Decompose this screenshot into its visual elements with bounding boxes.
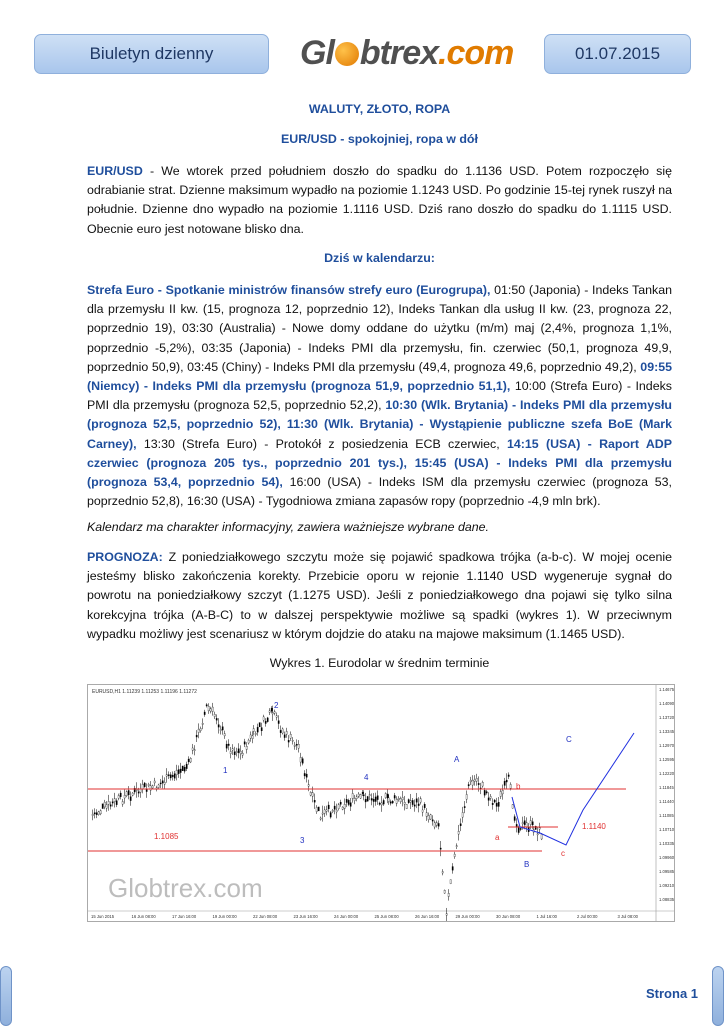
candle-body [320, 818, 321, 819]
candle-body [488, 798, 489, 801]
candle-body [365, 799, 366, 802]
level-label-1140: 1.1140 [582, 822, 606, 831]
wave-label-2: 2 [274, 701, 279, 710]
candle-body [494, 800, 495, 802]
time-tick-label: 15 Jun 2015 [91, 914, 115, 919]
candle-body [265, 721, 266, 723]
candle-body [367, 796, 368, 801]
candle-body [94, 813, 95, 814]
time-tick-label: 24 Jun 00:00 [334, 914, 359, 919]
candle-body [280, 730, 281, 732]
right-page-tab [712, 966, 724, 1026]
candle-body [371, 798, 372, 800]
candle-body [340, 802, 341, 804]
wave-label-4: 4 [364, 773, 369, 782]
candle-body [248, 740, 249, 743]
candle-body [124, 795, 125, 798]
candle-body [288, 740, 289, 742]
candle-body [436, 823, 437, 826]
candle-body [530, 821, 531, 825]
candle-body [348, 800, 349, 804]
candle-body [230, 751, 231, 753]
candle-body [190, 758, 191, 762]
candle-body [438, 823, 439, 826]
candle-body [394, 795, 395, 798]
candle-body [294, 745, 295, 746]
candle-body [466, 794, 467, 799]
candle-body [318, 807, 319, 811]
calendar-title: Dziś w kalendarzu: [324, 251, 435, 265]
candle-body [328, 805, 329, 809]
candle-body [316, 807, 317, 811]
candle-body [379, 803, 380, 804]
time-tick-label: 25 Jun 08:00 [374, 914, 399, 919]
page-number: Strona 1 [646, 986, 699, 1001]
candle-body [290, 734, 291, 738]
section-title: WALUTY, ZŁOTO, ROPA [308, 102, 451, 116]
candle-body [450, 880, 451, 884]
price-tick-label: 1.10710 [659, 827, 674, 832]
candle-body [220, 729, 221, 730]
candle-body [110, 805, 111, 807]
candle-body [406, 804, 407, 808]
candle-body [418, 804, 419, 806]
candle-body [464, 806, 465, 807]
candle-body [448, 893, 449, 896]
candle-body [400, 798, 401, 801]
candle-body [208, 706, 209, 711]
candle-body [146, 790, 147, 792]
candle-body [460, 824, 461, 826]
candle-body [354, 798, 355, 801]
candle-body [224, 734, 225, 736]
time-tick-label: 26 Jun 16:00 [415, 914, 440, 919]
price-tick-label: 1.12970 [659, 743, 674, 748]
candle-body [174, 774, 175, 779]
candle-body [490, 796, 491, 798]
candle-body [484, 790, 485, 795]
candle-body [160, 783, 161, 784]
price-tick-label: 1.11845 [659, 785, 674, 790]
candle-body [194, 750, 195, 751]
candle-body [100, 811, 101, 814]
candle-body [216, 718, 217, 720]
candle-body [186, 764, 187, 769]
candle-body [144, 783, 145, 787]
chart-watermark: Globtrex.com [108, 873, 263, 903]
wave-label-B: B [524, 860, 530, 869]
candle-body [420, 799, 421, 802]
eurusd-paragraph: EUR/USD - We wtorek przed południem doszło do spadku do 1.1136 USD. Potem rozpoczęło się odrabianie strat. Dzienne maksimum wypadło na poziomie 1.1243 USD. Po godzinie 15-tej rynek ruszył na południe. Dzienne dno wypadło na poziomie 1.1116 USD. Dziś rano doszło do spadku do 1.1115 USD. Obecnie euro jest notowane blisko dna. [87, 164, 672, 236]
candle-body [168, 775, 169, 776]
candle-body [398, 798, 399, 799]
candle-body [472, 780, 473, 785]
candle-body [240, 751, 241, 754]
candle-body [524, 821, 525, 825]
candle-body [148, 784, 149, 785]
candle-body [196, 735, 197, 737]
candle-body [300, 757, 301, 762]
candle-body [274, 712, 275, 714]
candle-body [312, 793, 313, 796]
candle-body [537, 834, 538, 835]
candle-body [422, 810, 423, 812]
candle-body [330, 813, 331, 818]
candle-body [253, 729, 254, 732]
candle-body [402, 797, 403, 799]
candle-body [130, 797, 131, 801]
candle-body [504, 781, 505, 785]
calendar-paragraph: Strefa Euro - Spotkanie ministrów finansów strefy euro (Eurogrupa), 01:50 (Japonia) - Indeks Tankan dla przemysłu II kw. (15, prognoza 12, poprzednio 12), Indeks Tankan dla usług II kw. (23, prognoza 22, poprzednio 19), 03:30 (Australia) - Nowe domy oddane do użytku (m/m) maj (2,4%, prognoza 1,1%, poprzednio -5,2%), 03:35 (Japonia) - Indeks PMI dla przemysłu, fin. czerwiec (50,1, prognoza 49,9, poprzednio 50,9), 03:45 (Chiny) - Indeks PMI dla przemysłu (49,4, prognoza 49,6, poprzednio 49,2), 09:55 (Niemcy) - Indeks PMI dla przemysłu (prognoza 51,9, poprzednio 51,1), 10:00 (Strefa Euro) - Indeks PMI dla przemysłu (prognoza 52,5, poprzednio 52,2), 10:30 (Wlk. Brytania) - Indeks PMI dla przemysłu (prognoza 52,5, poprzednio 52), 11:30 (Wlk. Brytania) - Wystąpienie publiczne szefa BoE (Mark Carney), 13:30 (Strefa Euro) - Protokół z posiedzenia ECB czerwiec, 14:15 (USA) - Raport ADP czerwiec (prognoza 205 tys., poprzednio 201 tys.), 15:45 (USA) - Indeks PMI dla przemysłu (prognoza 53,4, poprzednio 54), 16:00 (USA) - Indeks ISM dla przemysłu czerwiec (prognoza 53, poprzednio 52,8), 16:30 (USA) - Tygodniowa zmiana zapasów ropy (poprzednio -4,9 mln brk). [87, 283, 672, 509]
eurusd-label: EUR/USD [87, 164, 143, 178]
candle-body [102, 804, 103, 809]
candle-body [396, 799, 397, 803]
candle-body [296, 744, 297, 745]
candle-body [282, 729, 283, 733]
candle-body [306, 774, 307, 777]
forecast-paragraph: PROGNOZA: Z poniedziałkowego szczytu może się pojawić spadkowa trójka (a-b-c). W mojej ocenie jesteśmy blisko zakończenia korekty. Przebicie oporu w rejonie 1.1140 USD wygeneruje sygnał do powrotu na poniedziałkowy szczyt (1.1275 USD). Jeśli z poniedziałkowego dna pojawi się tylko silna korekcyjna trójka (A-B-C) to w dalszej perspektywie możliwe są spadki (wykres 1). W przeciwnym wypadku możliwy jest scenariusz w którym dojdzie do ataku na majowe maksimum (1.1465 USD). [87, 550, 672, 641]
candle-body [344, 804, 345, 808]
candle-body [176, 770, 177, 775]
candle-body [516, 824, 517, 826]
candle-body [184, 767, 185, 771]
time-tick-label: 17 Jun 16:00 [172, 914, 197, 919]
wave-label-C: C [566, 735, 572, 744]
candle-body [252, 736, 253, 739]
candle-body [442, 871, 443, 872]
candle-body [462, 812, 463, 817]
candle-body [468, 785, 469, 786]
candle-body [218, 725, 219, 728]
chart-caption: Wykres 1. Eurodolar w średnim terminie [269, 656, 490, 670]
candle-body [482, 782, 483, 786]
candle-body [322, 813, 323, 814]
candle-body [118, 796, 119, 799]
candle-body [298, 744, 299, 748]
candle-body [520, 828, 521, 829]
candle-body [334, 806, 335, 809]
candle-body [526, 823, 527, 827]
candle-body [222, 727, 223, 730]
candle-body [362, 792, 363, 793]
candle-body [324, 810, 325, 813]
candle-body [385, 794, 386, 798]
candle-body [166, 775, 167, 776]
wave-label-3: 3 [300, 836, 305, 845]
candle-body [346, 799, 347, 802]
candle-body [338, 805, 339, 809]
candle-body [392, 801, 393, 803]
candle-body [250, 735, 251, 738]
time-tick-label: 23 Jun 16:00 [293, 914, 318, 919]
time-tick-label: 3 Jul 08:00 [617, 914, 638, 919]
candle-body [302, 759, 303, 764]
candle-body [452, 867, 453, 871]
calendar-note: Kalendarz ma charakter informacyjny, zawiera ważniejsze wybrane dane. [87, 520, 489, 534]
candle-body [114, 799, 115, 802]
candle-body [269, 711, 270, 712]
candle-body [381, 803, 382, 805]
candle-body [410, 801, 411, 803]
candle-body [532, 822, 533, 825]
left-page-tab [0, 966, 12, 1026]
bulletin-title: Biuletyn dzienny [89, 44, 214, 63]
candle-body [350, 803, 351, 807]
candle-body [206, 705, 207, 706]
candle-body [276, 716, 277, 717]
time-tick-label: 22 Jun 08:00 [253, 914, 278, 919]
candle-body [314, 800, 315, 802]
candle-body [492, 803, 493, 805]
candle-body [404, 802, 405, 804]
price-tick-label: 1.09585 [659, 869, 674, 874]
candle-body [486, 792, 487, 793]
price-tick-label: 1.14090 [659, 701, 674, 706]
candle-body [200, 728, 201, 730]
candle-body [112, 802, 113, 803]
wave-label-A: A [454, 755, 460, 764]
candle-body [432, 820, 433, 821]
candle-body [286, 731, 287, 734]
price-tick-label: 1.11085 [659, 813, 674, 818]
candle-body [136, 789, 137, 790]
candle-body [541, 834, 542, 839]
time-tick-label: 16 Jun 08:00 [131, 914, 156, 919]
candle-body [500, 792, 501, 797]
candle-body [104, 802, 105, 807]
candle-body [416, 799, 417, 803]
candle-body [162, 781, 163, 783]
candle-body [387, 794, 388, 798]
wave-label-1: 1 [223, 766, 228, 775]
candle-body [92, 814, 93, 815]
time-tick-label: 2 Jul 00:00 [577, 914, 598, 919]
candle-body [332, 810, 333, 812]
candle-body [440, 848, 441, 849]
candle-body [375, 797, 376, 802]
candle-body [132, 793, 133, 795]
candle-body [98, 812, 99, 815]
candle-body [308, 785, 309, 786]
candle-body [514, 817, 515, 821]
bulletin-date: 01.07.2015 [574, 44, 661, 63]
time-tick-label: 30 Jun 08:00 [496, 914, 521, 919]
candle-body [232, 749, 233, 750]
candle-body [510, 784, 511, 788]
candle-body [358, 794, 359, 796]
candle-body [456, 846, 457, 847]
candle-body [444, 890, 445, 893]
candle-body [363, 795, 364, 796]
candle-body [352, 793, 353, 798]
candle-body [106, 805, 107, 809]
candle-body [474, 779, 475, 781]
candle-body [408, 800, 409, 803]
candle-body [470, 780, 471, 782]
price-tick-label: 1.09210 [659, 883, 674, 888]
candle-body [204, 712, 205, 715]
chart-canvas [88, 685, 674, 921]
candle-body [226, 744, 227, 748]
candle-body [212, 707, 213, 711]
candle-body [284, 735, 285, 738]
candle-body [202, 723, 203, 724]
candle-body [128, 790, 129, 794]
candle-body [518, 828, 519, 833]
wave-label-a: a [495, 833, 500, 842]
candle-body [126, 792, 127, 796]
candle-body [373, 799, 374, 801]
candle-body [336, 810, 337, 812]
candle-body [138, 792, 139, 793]
candle-body [154, 781, 155, 783]
candle-body [259, 723, 260, 727]
candle-body [428, 815, 429, 819]
candle-body [228, 744, 229, 746]
candle-body [180, 769, 181, 773]
candle-body [458, 831, 459, 834]
candle-body [326, 810, 327, 811]
time-tick-label: 19 Jun 00:00 [212, 914, 237, 919]
price-tick-label: 1.10335 [659, 841, 674, 846]
candle-body [498, 802, 499, 806]
candle-body [152, 786, 153, 788]
wave-label-b: b [516, 782, 521, 791]
candle-body [122, 802, 123, 805]
candle-body [502, 790, 503, 794]
candle-body [454, 854, 455, 856]
candle-body [120, 793, 121, 797]
candle-body [426, 813, 427, 817]
candle-body [244, 742, 245, 744]
globtrex-logo: Gl btrex.com [300, 34, 514, 72]
price-tick-label: 1.11440 [659, 799, 674, 804]
candle-body [434, 823, 435, 827]
candle-body [255, 733, 256, 734]
candle-body [96, 813, 97, 815]
candle-body [234, 752, 235, 755]
candle-body [210, 709, 211, 712]
candle-body [522, 822, 523, 823]
candle-body [496, 803, 497, 806]
candle-body [257, 727, 258, 732]
candle-body [246, 746, 247, 749]
level-label-1085: 1.1085 [154, 832, 179, 841]
chart-header-text: EURUSD,H1 1.11239 1.11253 1.11196 1.11272 [92, 689, 197, 695]
candle-body [390, 802, 391, 804]
price-tick-label: 1.09960 [659, 855, 674, 860]
price-tick-label: 1.12220 [659, 771, 674, 776]
candle-body [192, 748, 193, 750]
candle-body [414, 805, 415, 806]
candle-body [446, 914, 447, 915]
candle-body [170, 775, 171, 778]
article-subtitle: EUR/USD - spokojniej, ropa w dół [281, 132, 478, 146]
candle-body [342, 807, 343, 809]
price-tick-label: 1.08835 [659, 897, 674, 902]
candle-body [214, 714, 215, 716]
candle-body [178, 770, 179, 774]
candle-body [369, 795, 370, 796]
wave-label-c: c [561, 849, 565, 858]
candle-body [310, 792, 311, 795]
candle-body [430, 815, 431, 819]
forecast-label: PROGNOZA: [87, 550, 163, 564]
candle-body [278, 721, 279, 724]
candle-body [412, 800, 413, 804]
candle-body [198, 729, 199, 732]
candle-body [539, 828, 540, 829]
candle-body [242, 753, 243, 755]
candle-body [506, 780, 507, 782]
candle-body [164, 782, 165, 784]
candle-body [377, 796, 378, 800]
candle-body [142, 784, 143, 789]
time-tick-label: 29 Jun 00:00 [455, 914, 480, 919]
candle-body [158, 785, 159, 788]
candle-body [304, 773, 305, 776]
globe-icon [335, 42, 359, 66]
candle-body [263, 717, 264, 720]
candle-body [238, 749, 239, 753]
candle-body [261, 728, 262, 731]
candle-body [236, 751, 237, 752]
candle-body [116, 801, 117, 805]
candle-body [182, 766, 183, 771]
candle-body [512, 805, 513, 809]
candle-body [478, 783, 479, 784]
candle-body [383, 800, 384, 804]
price-tick-label: 1.14675 [659, 687, 674, 692]
candle-body [272, 713, 273, 714]
candle-body [476, 778, 477, 781]
bulletin-title-box [34, 34, 269, 74]
candle-body [108, 801, 109, 804]
candle-body [271, 708, 272, 711]
candle-body [360, 794, 361, 798]
eurusd-chart [87, 684, 675, 922]
candle-body [267, 718, 268, 722]
date-box [544, 34, 691, 74]
candle-body [188, 759, 189, 762]
candle-body [388, 798, 389, 802]
candle-body [150, 786, 151, 790]
price-tick-label: 1.13720 [659, 715, 674, 720]
candle-body [172, 775, 173, 776]
candle-body [356, 797, 357, 799]
time-tick-label: 1 Jul 16:00 [536, 914, 557, 919]
price-tick-label: 1.13345 [659, 729, 674, 734]
candle-body [292, 740, 293, 741]
candle-body [424, 804, 425, 808]
candle-body [508, 775, 509, 777]
price-tick-label: 1.12595 [659, 757, 674, 762]
